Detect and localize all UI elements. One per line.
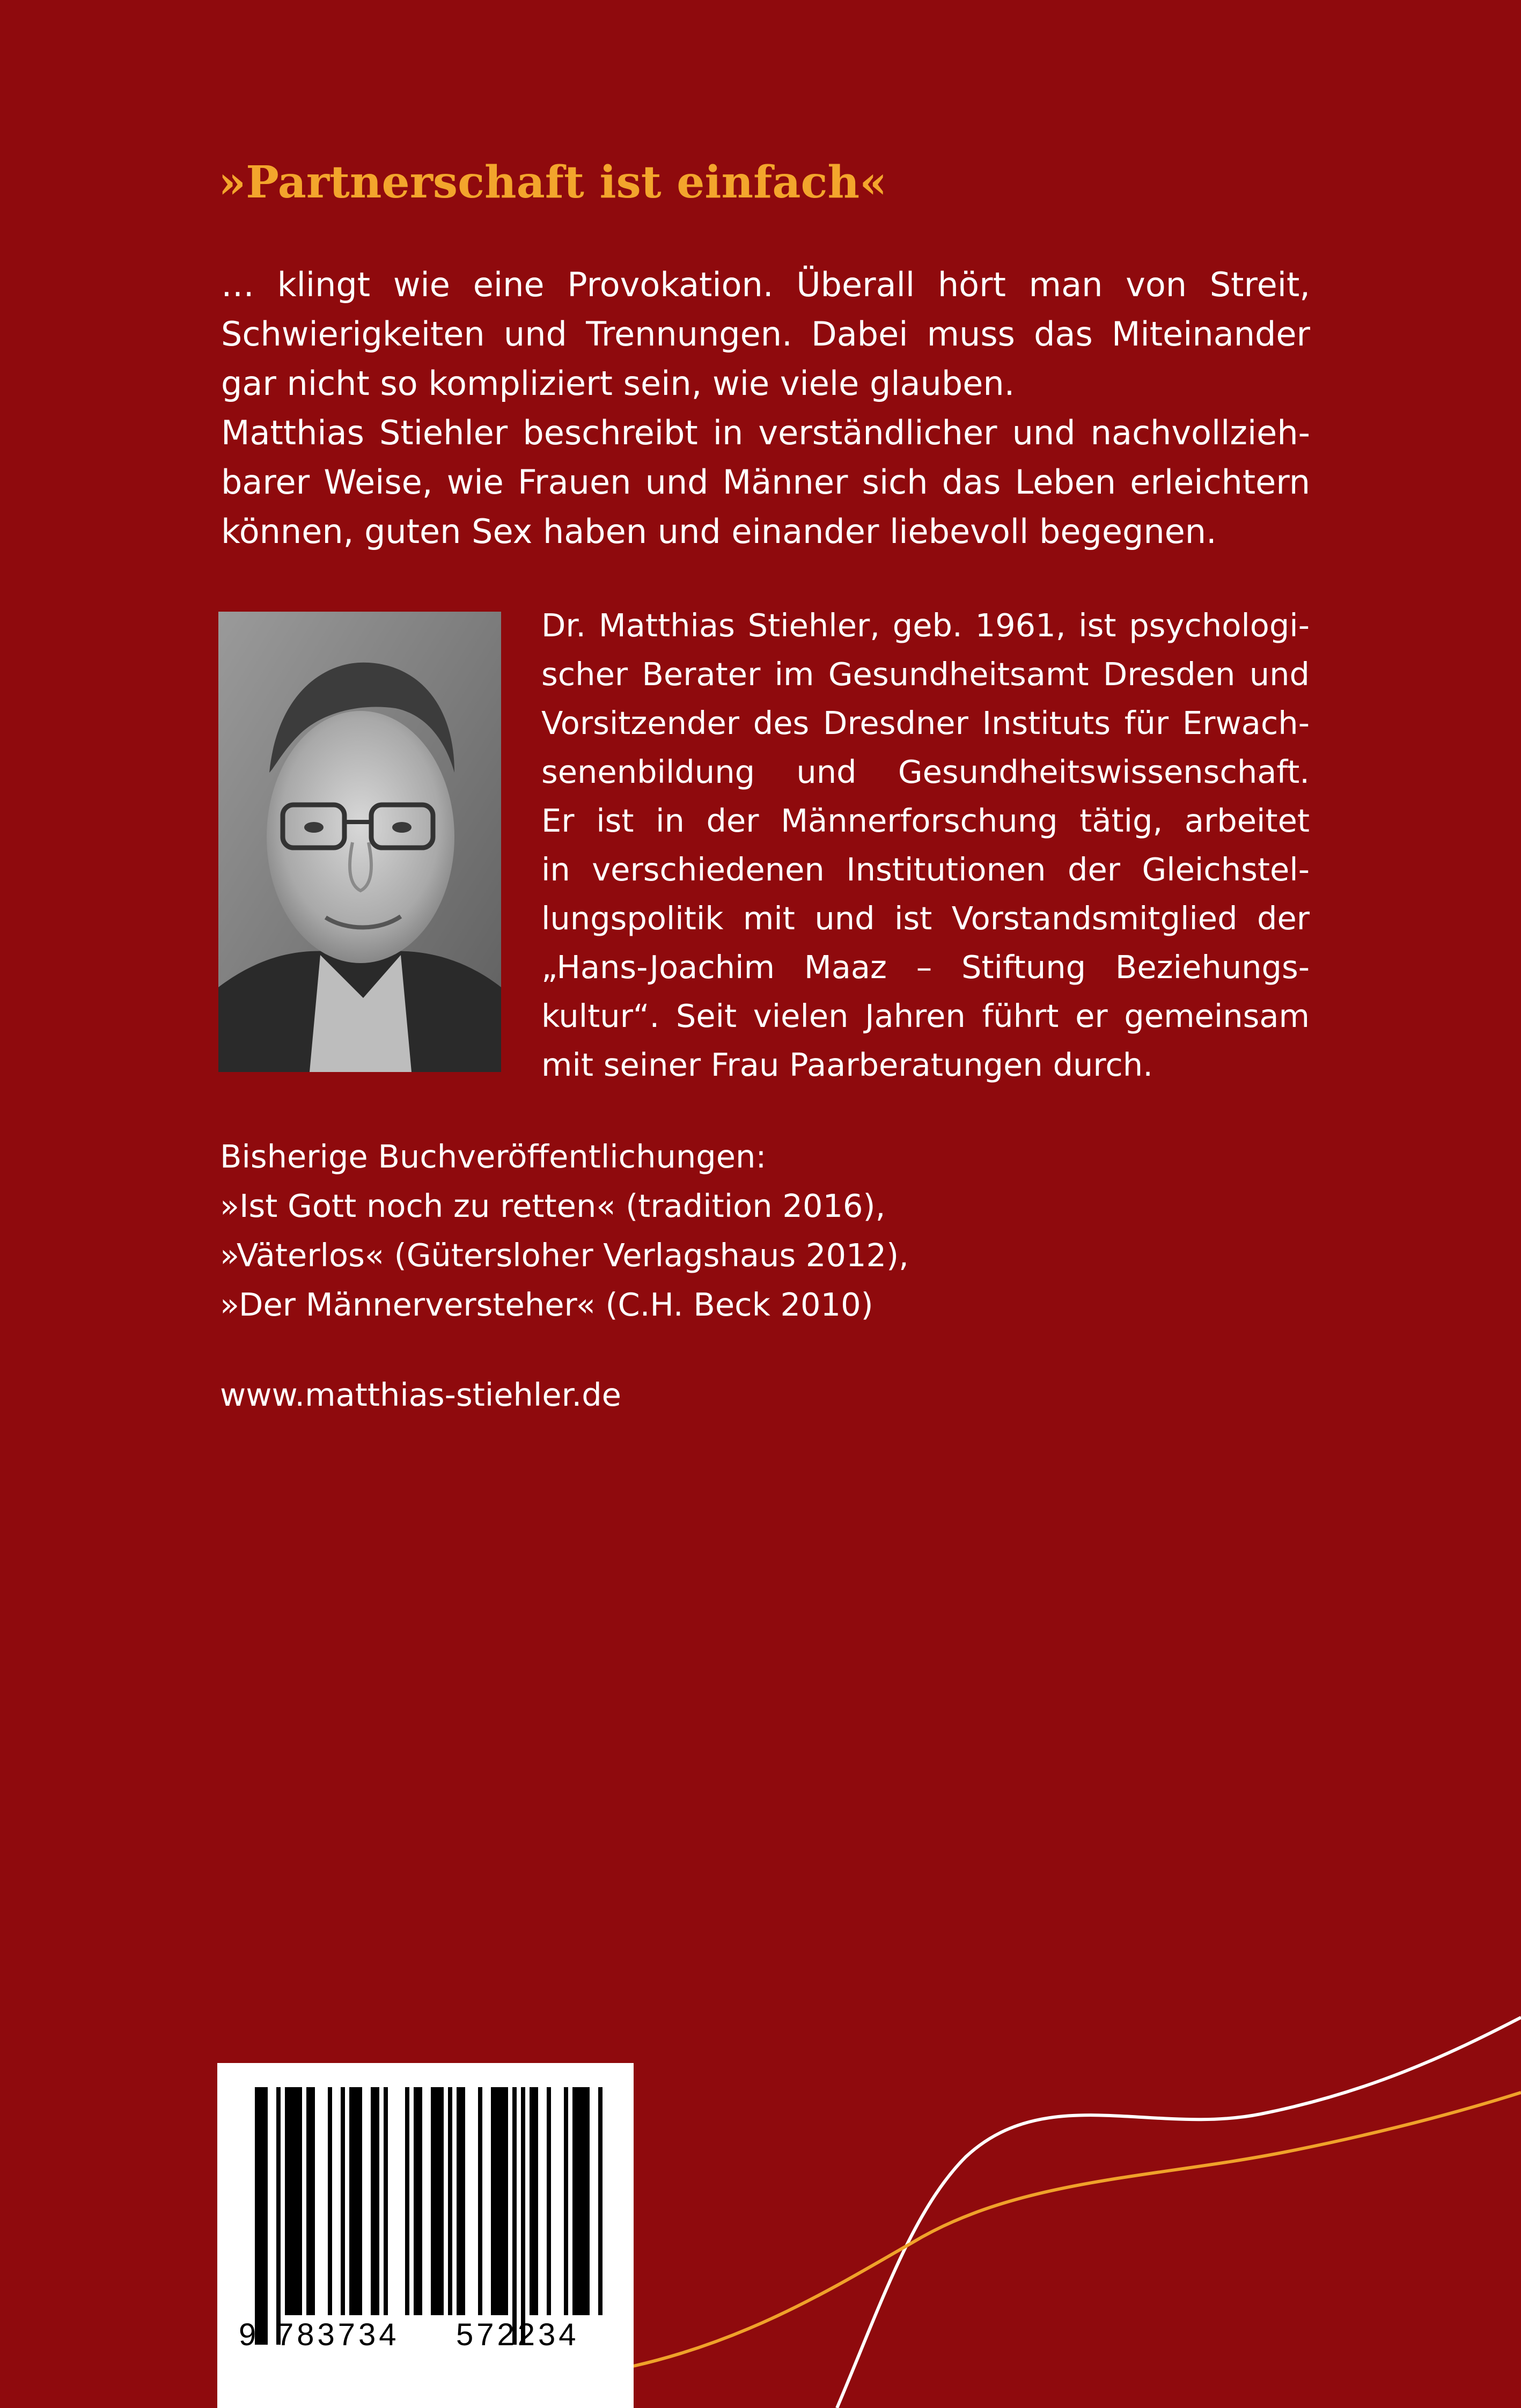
barcode-bar	[384, 2087, 388, 2315]
barcode-bar	[547, 2087, 551, 2315]
intro-line: gar nicht so kompliziert sein, wie viele glauben.	[221, 364, 1015, 403]
bio-line: in verschiedenen Institutionen der Gleichstel-	[541, 851, 1310, 888]
publication-item: »Väterlos« (Gütersloher Verlagshaus 2012),	[220, 1237, 909, 1274]
bio-line: Vorsitzender des Dresdner Instituts für Erwach-	[541, 704, 1310, 742]
white-curve	[837, 2017, 1521, 2408]
barcode-bar	[306, 2087, 315, 2315]
barcode-bars	[217, 2063, 634, 2408]
bio-line: scher Berater im Gesundheitsamt Dresden und	[541, 656, 1310, 693]
barcode-digit-first: 9	[239, 2317, 260, 2352]
barcode-bar	[564, 2087, 568, 2315]
barcode-bar	[521, 2087, 525, 2345]
bio-line: Dr. Matthias Stiehler, geb. 1961, ist psychologi-	[541, 607, 1310, 644]
publication-item: »Ist Gott noch zu retten« (tradition 2016),	[220, 1187, 886, 1224]
bio-line: Er ist in der Männerforschung tätig, arbeitet	[541, 802, 1310, 839]
barcode-bar	[457, 2087, 465, 2315]
barcode-bar	[512, 2087, 517, 2345]
barcode-bar	[431, 2087, 444, 2315]
book-title: »Partnerschaft ist einfach«	[218, 157, 887, 208]
publications-heading: Bisherige Buchveröffentlichungen:	[220, 1138, 767, 1175]
intro-line: können, guten Sex haben und einander liebevoll begegnen.	[221, 512, 1217, 551]
author-website: www.matthias-stiehler.de	[220, 1376, 621, 1413]
intro-paragraph	[221, 260, 1310, 556]
barcode-bar	[598, 2087, 602, 2315]
barcode-bar	[414, 2087, 422, 2315]
orange-curve	[633, 2093, 1521, 2366]
bio-line: „Hans-Joachim Maaz – Stiftung Beziehungs-	[541, 949, 1310, 986]
barcode-bar	[572, 2087, 590, 2315]
author-photo	[218, 612, 501, 1072]
barcode-bar	[478, 2087, 482, 2315]
intro-line: … klingt wie eine Provokation. Überall hört man von Streit,	[221, 265, 1310, 304]
barcode-bar	[371, 2087, 379, 2315]
barcode-digits	[217, 2316, 634, 2354]
author-portrait-icon	[218, 612, 501, 1072]
barcode-bar	[491, 2087, 508, 2315]
barcode-digits-left: 783734	[276, 2317, 400, 2352]
barcode-bar	[349, 2087, 362, 2315]
barcode-bar	[328, 2087, 332, 2315]
bio-line: lungspolitik mit und ist Vorstandsmitglied der	[541, 900, 1310, 937]
barcode-bar	[341, 2087, 345, 2315]
publications-list	[220, 1132, 1078, 1330]
author-bio	[541, 601, 1310, 1089]
barcode-bar	[448, 2087, 452, 2315]
barcode-bar	[255, 2087, 268, 2345]
barcode-bar	[276, 2087, 281, 2345]
barcode-bar	[530, 2087, 538, 2315]
intro-line: barer Weise, wie Frauen und Männer sich das Leben erleichtern	[221, 462, 1310, 502]
barcode-bar	[285, 2087, 302, 2315]
intro-line: Schwierigkeiten und Trennungen. Dabei muss das Miteinander	[221, 314, 1310, 354]
bio-line: mit seiner Frau Paarberatungen durch.	[541, 1046, 1153, 1083]
bio-line: senenbildung und Gesundheitswissenschaft.	[541, 753, 1310, 790]
intro-line: Matthias Stiehler beschreibt in verständlicher und nachvollzieh-	[221, 413, 1310, 452]
barcode-digits-right: 572234	[456, 2317, 579, 2352]
barcode-bar	[405, 2087, 409, 2315]
isbn-barcode	[217, 2063, 634, 2408]
bio-line: kultur“. Seit vielen Jahren führt er gemeinsam	[541, 997, 1310, 1034]
publication-item: »Der Männerversteher« (C.H. Beck 2010)	[220, 1286, 873, 1323]
